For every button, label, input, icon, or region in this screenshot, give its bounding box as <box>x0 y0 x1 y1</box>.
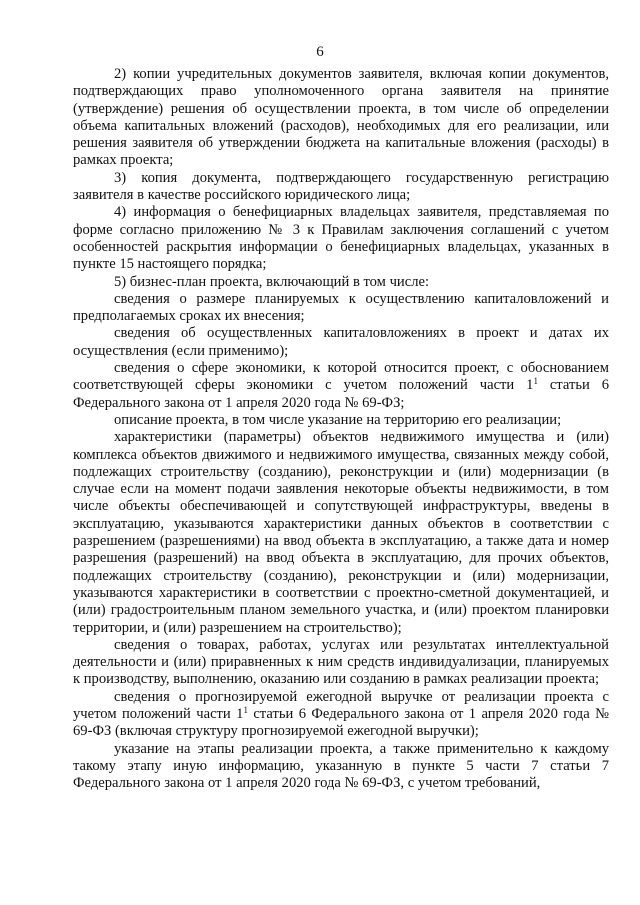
paragraph-item-4-beneficial-owners: 4) информация о бенефициарных владельцах заявителя, представляемая по форме согласно приложению № 3 к Правилам заключения соглашений с учетом особенностей раскрытия информации о бенефициарных владельцах, указанных в пункте 15 настоящего порядка; <box>73 204 609 273</box>
page-number: 6 <box>316 44 324 60</box>
paragraph-text: сведения о сфере экономики, к которой относится проект, с обоснованием соответствующей сферы экономики с учетом положений части 1 <box>73 360 609 394</box>
paragraph-item-3-registration-document: 3) копия документа, подтверждающего государственную регистрацию заявителя в качестве российского юридического лица; <box>73 169 609 204</box>
superscript: 1 <box>243 704 248 715</box>
paragraph-property-characteristics: характеристики (параметры) объектов недвижимого имущества и (или) комплекса объектов движимого и недвижимого имущества, связанных между собой, подлежащих строительству (созданию), реконструкции и (или) модернизации (в случае если на момент подачи заявления некоторые объекты недвижимости, в том числе объекты обеспечивающей и сопутствующей инфраструктуры, введены в эксплуатацию, указываются характеристики данных объектов в соответствии с разрешением (разрешениями) на ввод объекта в эксплуатацию, а также дата и номер разрешения (разрешений) на ввод объекта в эксплуатацию, для прочих объектов, подлежащих строительству (созданию), реконструкции и (или) модернизации, указываются характеристики в соответствии с проектно-сметной документацией, и (или) градостроительным планом земельного участка, и (или) проектом планировки территории, и (или) разрешением на строительство); <box>73 429 609 636</box>
paragraph-text: статьи 6 Федерального закона от 1 апреля 2020 года № 69-ФЗ (включая структуру прогнозируемой ежегодной выручки); <box>73 705 610 740</box>
paragraph-text: статьи 6 Федерального закона от 1 апреля 2020 года № 69-ФЗ; <box>73 377 609 411</box>
paragraph-revenue-forecast <box>73 689 609 741</box>
superscript: 1 <box>533 376 538 387</box>
paragraph-item-2-founding-documents: 2) копии учредительных документов заявителя, включая копии документов, подтверждающих право уполномоченного органа заявителя на принятие (утверждение) решения об осуществлении проекта, в том числе об определении объема капитальных вложений (расходов), необходимых для его реализации, или решения заявителя об утверждении бюджета на капитальные вложения (расходы) в рамках проекта; <box>73 66 609 169</box>
paragraph-project-stages: указание на этапы реализации проекта, а также применительно к каждому такому этапу иную информацию, указанную в пункте 5 части 7 статьи 7 Федерального закона от 1 апреля 2020 года № 69-ФЗ, с учетом требований, <box>73 740 609 792</box>
paragraph-goods-and-services: сведения о товарах, работах, услугах или результатах интеллектуальной деятельности и (или) приравненных к ним средств индивидуализации, планируемых к производству, выполнению, оказанию или созданию в рамках реализации проекта; <box>73 636 609 688</box>
paragraph-completed-investments: сведения об осуществленных капиталовложениях в проект и датах их осуществления (если применимо); <box>73 325 609 359</box>
document-body <box>73 66 609 792</box>
paragraph-planned-investments: сведения о размере планируемых к осуществлению капиталовложений и предполагаемых сроках их внесения; <box>73 290 609 325</box>
paragraph-economy-sector <box>73 360 609 412</box>
paragraph-text: сведения о прогнозируемой ежегодной выручке от реализации проекта с учетом положений части 1 <box>73 688 609 722</box>
paragraph-project-description: описание проекта, в том числе указание на территорию его реализации; <box>114 411 562 428</box>
paragraph-item-5-business-plan: 5) бизнес-план проекта, включающий в том числе: <box>114 273 430 290</box>
